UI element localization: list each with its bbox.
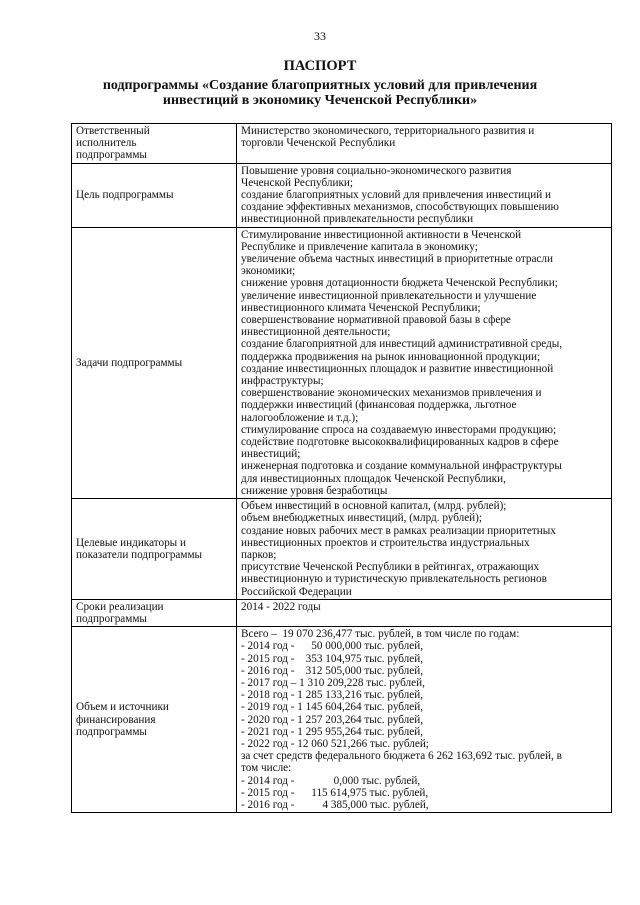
row-value-line: снижение уровня дотационности бюджета Чеченской Республики;: [241, 277, 558, 290]
row-value-line: создание новых рабочих мест в рамках реализации приоритетных: [241, 524, 556, 537]
row-value-line: инвестиций;: [241, 448, 301, 461]
row-label-line: Сроки реализации: [76, 600, 164, 613]
row-value-line: снижение уровня безработицы: [241, 484, 388, 497]
row-value-line: Российской Федерации: [241, 585, 352, 598]
row-label-line: Целевые индикаторы и: [76, 536, 186, 549]
row-label-cell: [72, 627, 237, 813]
row-value-line: - 2022 год - 12 060 521,266 тыс. рублей;: [241, 737, 429, 750]
row-label-line: подпрограммы: [76, 725, 147, 738]
row-label-line: финансирования: [76, 713, 156, 726]
row-value-line: - 2016 год - 4 385,000 тыс. рублей,: [241, 798, 429, 811]
subtitle-line: инвестиций в экономику Чеченской Республики»: [162, 93, 478, 108]
row-value-line: Всего – 19 070 236,477 тыс. рублей, в том числе по годам:: [241, 628, 520, 641]
row-value-line: инвестиционную и туристическую привлекательность регионов: [241, 573, 547, 586]
row-value-line: поддержка продвижения на рынок инновационной продукции;: [241, 350, 541, 363]
document-title: ПАСПОРТ: [283, 58, 357, 74]
row-value-line: инвестиционного климата Чеченской Республики;: [241, 301, 481, 314]
row-label-line: Задачи подпрограммы: [76, 356, 183, 369]
row-value-line: инвестиционных проектов и строительства индустриальных: [241, 536, 530, 549]
row-label-line: исполнитель: [76, 137, 137, 150]
row-value-line: содействие подготовке высококвалифицированных кадров в сфере: [241, 436, 559, 449]
table-row: [72, 499, 612, 600]
row-value-line: торговли Чеченской Республики: [241, 137, 396, 150]
row-value-cell: [237, 599, 612, 626]
row-value-line: - 2020 год - 1 257 203,264 тыс. рублей,: [241, 713, 424, 726]
page-number: 33: [314, 29, 326, 43]
row-label-cell: [72, 124, 237, 164]
row-value-line: совершенствование экономических механизмов привлечения и: [241, 387, 542, 400]
row-value-cell: [237, 627, 612, 813]
row-value-line: - 2014 год - 50 000,000 тыс. рублей,: [241, 640, 424, 653]
document-subtitle: [100, 78, 540, 108]
row-value-line: 2014 - 2022 годы: [241, 600, 321, 613]
row-value-line: - 2016 год - 312 505,000 тыс. рублей,: [241, 664, 424, 677]
row-value-line: инженерная подготовка и создание коммунальной инфраструктуры: [241, 460, 562, 473]
row-value-cell: [237, 163, 612, 227]
row-label-line: Объем и источники: [76, 701, 169, 714]
row-value-line: том числе:: [241, 762, 292, 775]
row-value-line: - 2015 год - 115 614,975 тыс. рублей,: [241, 786, 429, 799]
row-value-line: - 2017 год – 1 310 209,228 тыс. рублей,: [241, 676, 425, 689]
row-value-line: для инвестиционных площадок Чеченской Республики,: [241, 472, 506, 485]
row-value-line: Министерство экономического, территориального развития и: [241, 125, 535, 137]
table-row: [72, 599, 612, 626]
row-value-line: парков;: [241, 548, 277, 561]
row-value-line: увеличение объема частных инвестиций в приоритетные отрасли: [241, 253, 553, 266]
row-value-line: - 2018 год - 1 285 133,216 тыс. рублей,: [241, 689, 424, 702]
row-value-line: Объем инвестиций в основной капитал, (млрд. рублей);: [241, 500, 507, 513]
row-value-line: - 2015 год - 353 104,975 тыс. рублей,: [241, 652, 424, 665]
row-value-line: создание благоприятных условий для привлечения инвестиций и: [241, 189, 552, 202]
row-label-line: подпрограммы: [76, 149, 147, 162]
passport-table: [71, 123, 612, 813]
row-value-line: Чеченской Республики;: [241, 176, 353, 189]
row-value-line: налогообложение и т.д.);: [241, 411, 359, 424]
table-row: [72, 627, 612, 813]
row-label-line: показатели подпрограммы: [76, 548, 203, 561]
table-row: [72, 163, 612, 227]
row-value-line: - 2019 год - 1 145 604,264 тыс. рублей,: [241, 701, 424, 714]
row-value-line: создание инвестиционных площадок и развитие инвестиционной: [241, 362, 554, 375]
row-value-line: объем внебюджетных инвестиций, (млрд. рублей);: [241, 512, 482, 525]
row-value-line: Повышение уровня социально-экономического развития: [241, 164, 512, 177]
row-value-line: создание благоприятной для инвестиций административной среды,: [241, 338, 563, 351]
row-value-cell: [237, 499, 612, 600]
row-label-cell: [72, 499, 237, 600]
row-value-line: за счет средств федерального бюджета 6 262 163,692 тыс. рублей, в: [241, 750, 562, 763]
row-label-line: Цель подпрограммы: [76, 189, 174, 202]
row-value-cell: [237, 124, 612, 164]
table-row: [72, 227, 612, 498]
row-value-line: Республике и привлечение капитала в экономику;: [241, 240, 478, 253]
row-value-line: инфраструктуры;: [241, 375, 324, 388]
subtitle-line: подпрограммы «Создание благоприятных условий для привлечения: [102, 78, 538, 93]
row-value-line: стимулирование спроса на создаваемую инвесторами продукцию;: [241, 423, 557, 436]
row-value-line: совершенствование нормативной правовой базы в сфере: [241, 314, 511, 327]
row-label-cell: [72, 599, 237, 626]
row-label-line: Ответственный: [76, 125, 150, 137]
row-label-cell: [72, 227, 237, 498]
row-value-line: Стимулирование инвестиционной активности в Чеченской: [241, 228, 522, 241]
row-label-cell: [72, 163, 237, 227]
row-value-line: - 2014 год - 0,000 тыс. рублей,: [241, 774, 421, 787]
row-label-line: подпрограммы: [76, 612, 147, 625]
row-value-line: создание эффективных механизмов, способствующих повышению: [241, 201, 559, 214]
row-value-line: присутствие Чеченской Республики в рейтингах, отражающих: [241, 561, 540, 574]
row-value-line: инвестиционной деятельности;: [241, 326, 391, 339]
row-value-cell: [237, 227, 612, 498]
row-value-line: поддержки инвестиций (финансовая поддержка, льготное: [241, 399, 517, 412]
row-value-line: увеличение инвестиционной привлекательности и улучшение: [241, 289, 537, 302]
table-row: [72, 124, 612, 164]
row-value-line: - 2021 год - 1 295 955,264 тыс. рублей,: [241, 725, 424, 738]
row-value-line: экономики;: [241, 265, 296, 278]
row-value-line: инвестиционной привлекательности республики: [241, 213, 474, 226]
